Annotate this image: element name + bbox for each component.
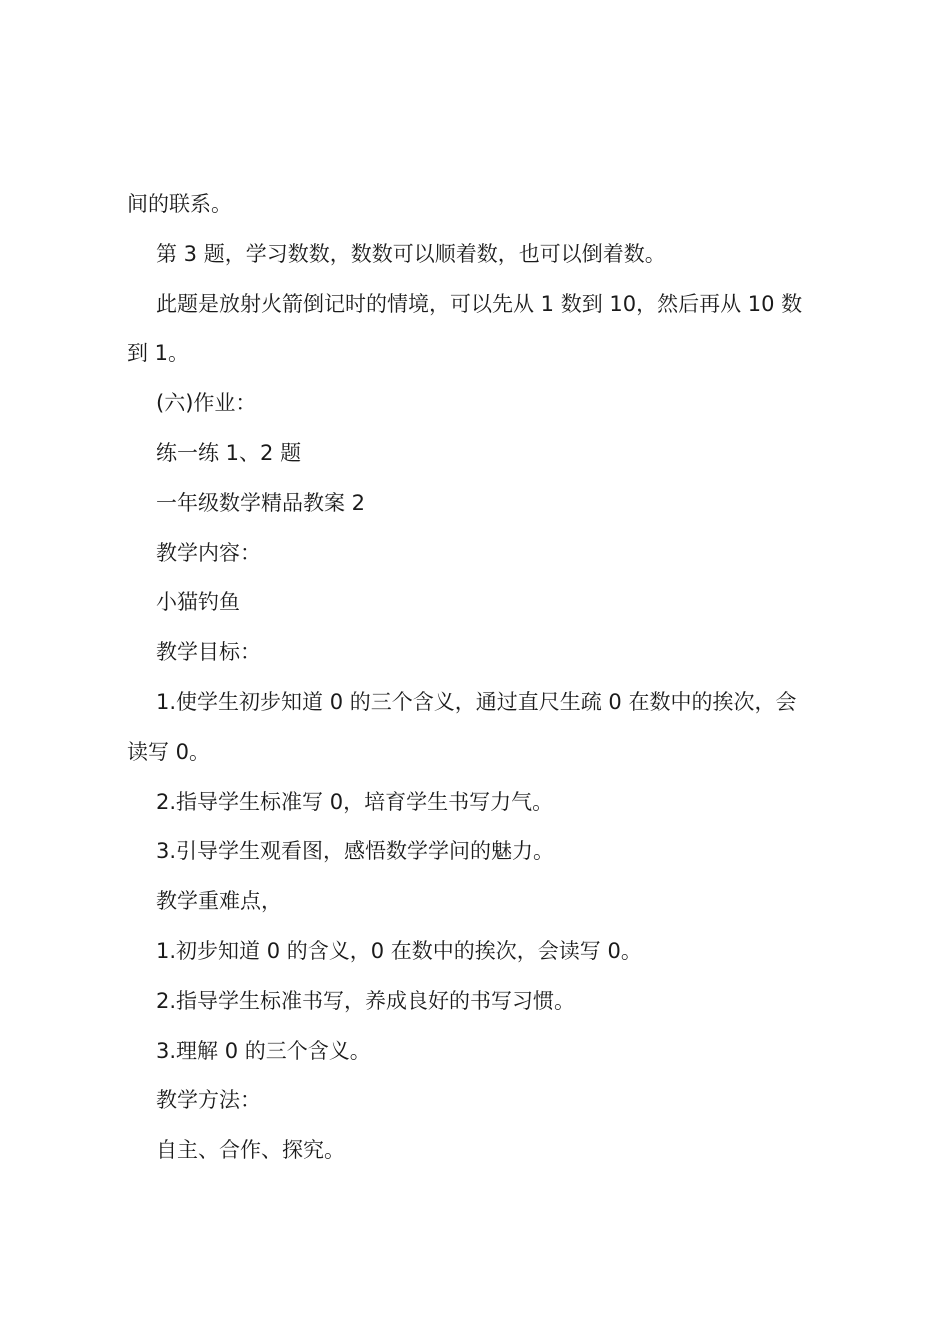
list-item: 2.指导学生标准书写，养成良好的书写习惯。 [156,988,576,1013]
paragraph-line: 小猫钓鱼 [156,590,240,615]
paragraph-line: 练一练 1、2 题 [156,440,302,465]
section-heading: 教学重难点， [156,889,282,914]
section-heading: (六)作业： [156,391,257,416]
paragraph-line: 自主、合作、探究。 [156,1138,345,1163]
list-item: 2.指导学生标准写 0，培育学生书写力气。 [156,789,554,814]
section-heading: 教学内容： [156,540,261,565]
list-item: 3.引导学生观看图，感悟数学学问的魅力。 [156,839,555,864]
section-heading: 教学目标： [156,640,261,665]
paragraph-line: 读写 0。 [127,739,211,764]
paragraph-line: 第 3 题，学习数数，数数可以顺着数，也可以倒着数。 [156,241,666,266]
list-item: 3.理解 0 的三个含义。 [156,1038,371,1063]
list-item: 1.初步知道 0 的含义，0 在数中的挨次，会读写 0。 [156,938,642,963]
section-heading: 教学方法： [156,1088,261,1113]
paragraph-line: 此题是放射火箭倒记时的情境，可以先从 1 数到 10，然后再从 10 数 [156,291,803,316]
document-title: 一年级数学精品教案 2 [156,490,366,515]
document-body [127,180,837,1176]
paragraph-line: 间的联系。 [127,192,232,216]
list-item: 1.使学生初步知道 0 的三个含义，通过直尺生疏 0 在数中的挨次，会 [156,689,797,714]
paragraph-line: 到 1。 [127,341,190,366]
